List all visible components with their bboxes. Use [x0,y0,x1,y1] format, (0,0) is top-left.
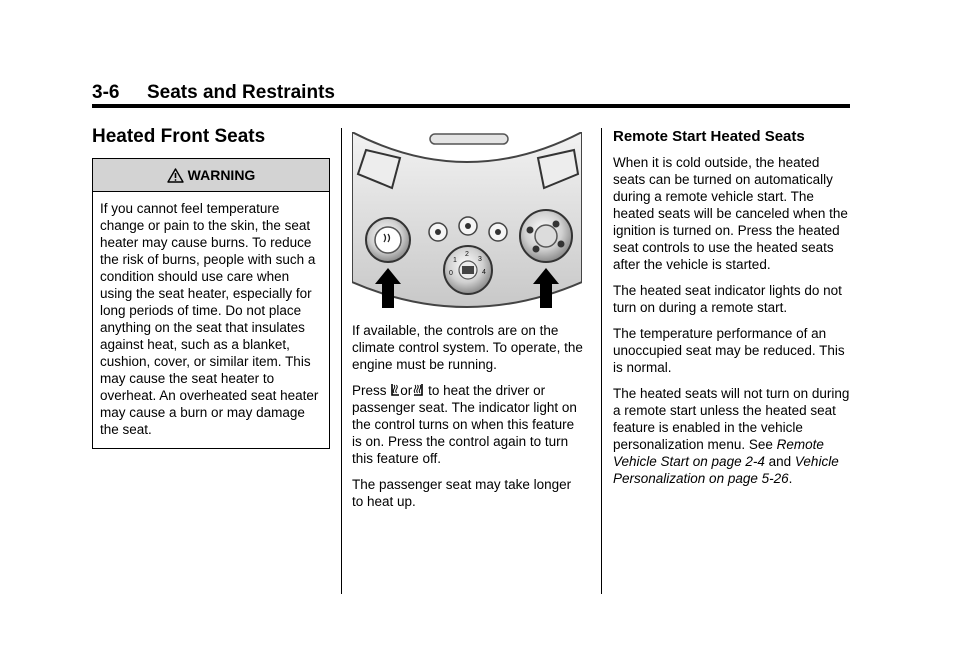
column-controls [352,132,584,519]
remote-paragraph-1: When it is cold outside, the heated seats can be turned on automatically during a remote vehicle start. The heated seats will be canceled when the ignition is turned on. Press the heated seat controls to use the heated seats after the vehicle is started. [613,155,848,272]
link-vehicle-personalization[interactable]: Vehicle Personalization on page 5-26 [613,454,839,486]
page-number: 3-6 [92,82,120,103]
fan-dial-number-0: 0 [449,270,453,277]
section-title: Seats and Restraints [147,82,335,103]
passenger-heated-seat-icon [412,383,424,397]
remote-paragraph-3: The temperature performance of an unoccupied seat may be reduced. This is normal. [613,326,845,375]
remote-paragraph-2: The heated seat indicator lights do not turn on during a remote start. [613,283,842,315]
column-divider-left [341,128,342,594]
driver-heated-seat-icon [390,383,400,397]
warning-label: WARNING [187,167,256,183]
page-header [92,82,850,108]
fan-dial-number-1: 1 [453,257,457,264]
warning-box [92,158,330,449]
controls-paragraph-2: Press or to heat the driver or passenger seat. The indicator light on the control turns on when this feature is on. Press the control again to turn this feature off. [352,383,577,466]
warning-header [93,159,329,192]
fan-dial-number-4: 4 [482,269,486,276]
controls-paragraph-3: The passenger seat may take longer to heat up. [352,477,572,509]
heading-heated-front-seats: Heated Front Seats [92,126,266,147]
column-remote-start [613,128,853,496]
warning-triangle-icon [167,168,184,183]
heading-remote-start-heated-seats: Remote Start Heated Seats [613,128,805,145]
column-divider-right [601,128,602,594]
remote-paragraph-4: The heated seats will not turn on during a remote start unless the heated seat feature is enabled in the vehicle personalization menu. See Remote Vehicle Start on page 2-4 and Vehicle Personalization on page 5-26. [613,386,850,486]
link-remote-vehicle-start[interactable]: Remote Vehicle Start on page 2-4 [613,437,824,469]
column-heated-front-seats [92,126,330,449]
warning-text: If you cannot feel temperature change or pain to the skin, the seat heater may cause burns. To reduce the risk of burns, people with such a condition should use care when using the seat heater, especially for long periods of time. Do not place anything on the seat that insulates against heat, such as a blanket, cushion, cover, or similar item. This may cause the seat heater to overheat. An overheated seat heater may cause a burn or may damage the seat. [100,201,319,437]
controls-paragraph-1: If available, the controls are on the climate control system. To operate, the engine must be running. [352,323,583,372]
climate-control-illustration [352,132,582,310]
fan-dial-number-2: 2 [465,251,469,258]
fan-dial-number-3: 3 [478,256,482,263]
